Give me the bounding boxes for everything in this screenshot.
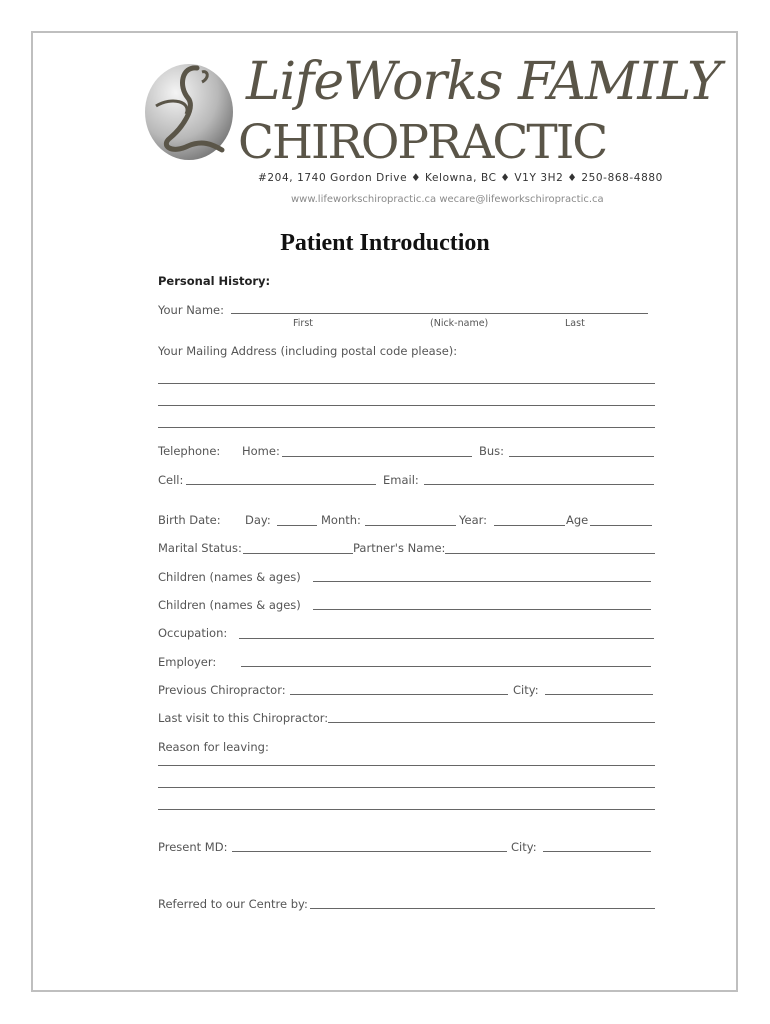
- reason-line-1[interactable]: [158, 765, 655, 766]
- last-visit-field[interactable]: [328, 722, 655, 723]
- partners-name-field[interactable]: [445, 553, 655, 554]
- employer-label: Employer:: [158, 655, 217, 669]
- day-field[interactable]: [277, 525, 317, 526]
- year-field[interactable]: [494, 525, 565, 526]
- marital-status-field[interactable]: [243, 553, 353, 554]
- age-label: Age: [566, 513, 589, 527]
- telephone-label: Telephone:: [158, 444, 221, 458]
- reason-line-2[interactable]: [158, 787, 655, 788]
- script-l-logo-icon: [142, 58, 236, 162]
- email-label: Email:: [383, 473, 419, 487]
- first-name-caption: First: [293, 318, 313, 329]
- bus-phone-field[interactable]: [509, 456, 654, 457]
- mailing-address-label: Your Mailing Address (including postal code please):: [158, 344, 458, 358]
- mailing-address-line-1[interactable]: [158, 383, 655, 384]
- year-label: Year:: [459, 513, 488, 527]
- last-name-caption: Last: [565, 318, 585, 329]
- clinic-web-email: www.lifeworkschiropractic.ca wecare@lifeworkschiropractic.ca: [291, 194, 604, 205]
- mailing-address-line-3[interactable]: [158, 427, 655, 428]
- referred-by-field[interactable]: [310, 908, 655, 909]
- brand-name-line1: LifeWorks FAMILY: [246, 52, 721, 112]
- previous-chiropractor-field[interactable]: [290, 694, 508, 695]
- occupation-label: Occupation:: [158, 626, 228, 640]
- md-city-field[interactable]: [543, 851, 651, 852]
- children-label-2: Children (names & ages): [158, 598, 301, 612]
- month-field[interactable]: [365, 525, 456, 526]
- marital-status-label: Marital Status:: [158, 541, 242, 555]
- age-field[interactable]: [590, 525, 652, 526]
- brand-name-line2: CHIROPRACTIC: [238, 115, 607, 170]
- md-city-label: City:: [511, 840, 537, 854]
- nickname-caption: (Nick-name): [430, 318, 489, 329]
- present-md-label: Present MD:: [158, 840, 228, 854]
- section-heading-personal-history: Personal History:: [158, 274, 271, 288]
- home-phone-field[interactable]: [282, 456, 472, 457]
- chiropractor-city-label: City:: [513, 683, 539, 697]
- occupation-field[interactable]: [239, 638, 654, 639]
- month-label: Month:: [321, 513, 361, 527]
- clinic-address: #204, 1740 Gordon Drive ♦ Kelowna, BC ♦ V1Y 3H2 ♦ 250-868-4880: [258, 172, 663, 184]
- children-label-1: Children (names & ages): [158, 570, 301, 584]
- form-title: Patient Introduction: [280, 230, 490, 256]
- cell-field[interactable]: [186, 484, 376, 485]
- children-field-1[interactable]: [313, 581, 651, 582]
- email-field[interactable]: [424, 484, 654, 485]
- reason-for-leaving-label: Reason for leaving:: [158, 740, 269, 754]
- mailing-address-line-2[interactable]: [158, 405, 655, 406]
- reason-line-3[interactable]: [158, 809, 655, 810]
- birth-date-label: Birth Date:: [158, 513, 221, 527]
- partners-name-label: Partner's Name:: [353, 541, 446, 555]
- last-visit-label: Last visit to this Chiropractor:: [158, 711, 329, 725]
- children-field-2[interactable]: [313, 609, 651, 610]
- cell-label: Cell:: [158, 473, 184, 487]
- employer-field[interactable]: [241, 666, 651, 667]
- present-md-field[interactable]: [232, 851, 507, 852]
- your-name-label: Your Name:: [158, 303, 225, 317]
- previous-chiropractor-label: Previous Chiropractor:: [158, 683, 286, 697]
- bus-phone-label: Bus:: [479, 444, 505, 458]
- your-name-field[interactable]: [231, 313, 648, 314]
- day-label: Day:: [245, 513, 271, 527]
- chiropractor-city-field[interactable]: [545, 694, 653, 695]
- referred-by-label: Referred to our Centre by:: [158, 897, 308, 911]
- home-phone-label: Home:: [242, 444, 280, 458]
